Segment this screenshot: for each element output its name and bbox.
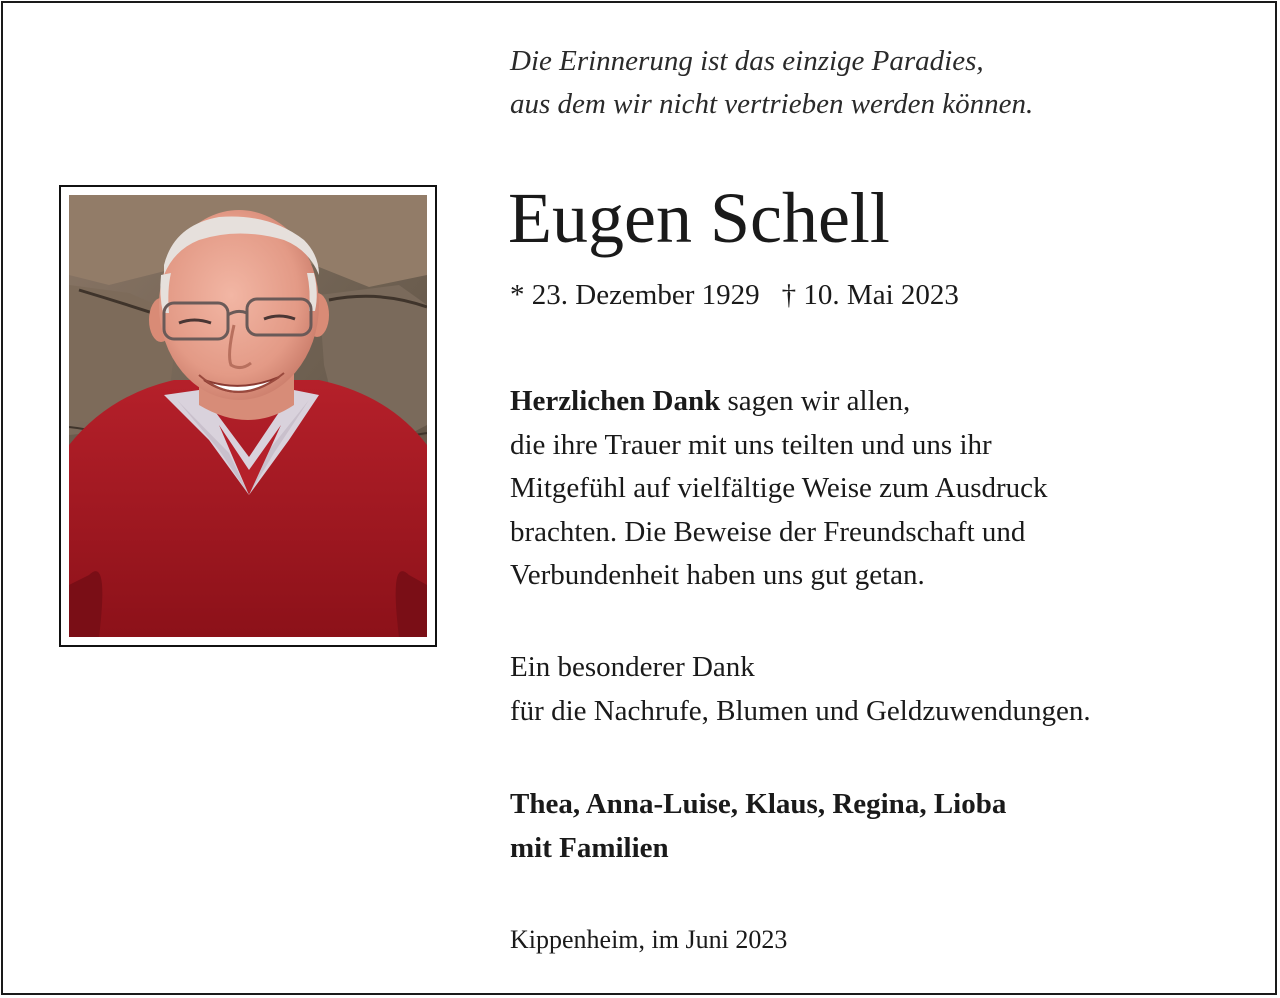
special-thanks: [510, 646, 1260, 733]
deceased-name: Eugen Schell: [508, 178, 890, 258]
special-thanks-line-1: Ein besonderer Dank: [510, 651, 755, 683]
family-line-2: mit Familien: [510, 831, 669, 864]
thanks-line-1: [510, 380, 1250, 424]
death-date: † 10. Mai 2023: [781, 279, 959, 311]
thanks-line-1-rest: sagen wir allen,: [720, 385, 911, 417]
thanks-line-5: Verbundenheit haben uns gut getan.: [510, 559, 925, 591]
thanks-paragraph: [510, 380, 1250, 598]
thanks-line-4: brachten. Die Beweise der Freundschaft und: [510, 515, 1026, 548]
family-line-1: Thea, Anna-Luise, Klaus, Regina, Lioba: [510, 788, 1007, 820]
special-thanks-line-2: für die Nachrufe, Blumen und Geldzuwendungen.: [510, 694, 1091, 727]
memorial-quote: [510, 40, 1230, 126]
quote-line-1: Die Erinnerung ist das einzige Paradies,: [510, 45, 984, 77]
portrait-photo-illustration: [69, 195, 427, 637]
thanks-bold-lead: Herzlichen Dank: [510, 385, 721, 417]
thanks-line-2: die ihre Trauer mit uns teilten und uns ihr: [510, 428, 992, 461]
portrait-photo: [69, 195, 427, 637]
thanks-line-3: Mitgefühl auf vielfältige Weise zum Ausdruck: [510, 472, 1048, 504]
portrait-frame: [59, 185, 437, 647]
life-dates: [510, 275, 959, 315]
quote-line-2: aus dem wir nicht vertrieben werden können.: [510, 88, 1034, 120]
place-and-date: Kippenheim, im Juni 2023: [510, 925, 788, 954]
birth-date: * 23. Dezember 1929: [510, 279, 760, 311]
family-signature: [510, 783, 1210, 870]
